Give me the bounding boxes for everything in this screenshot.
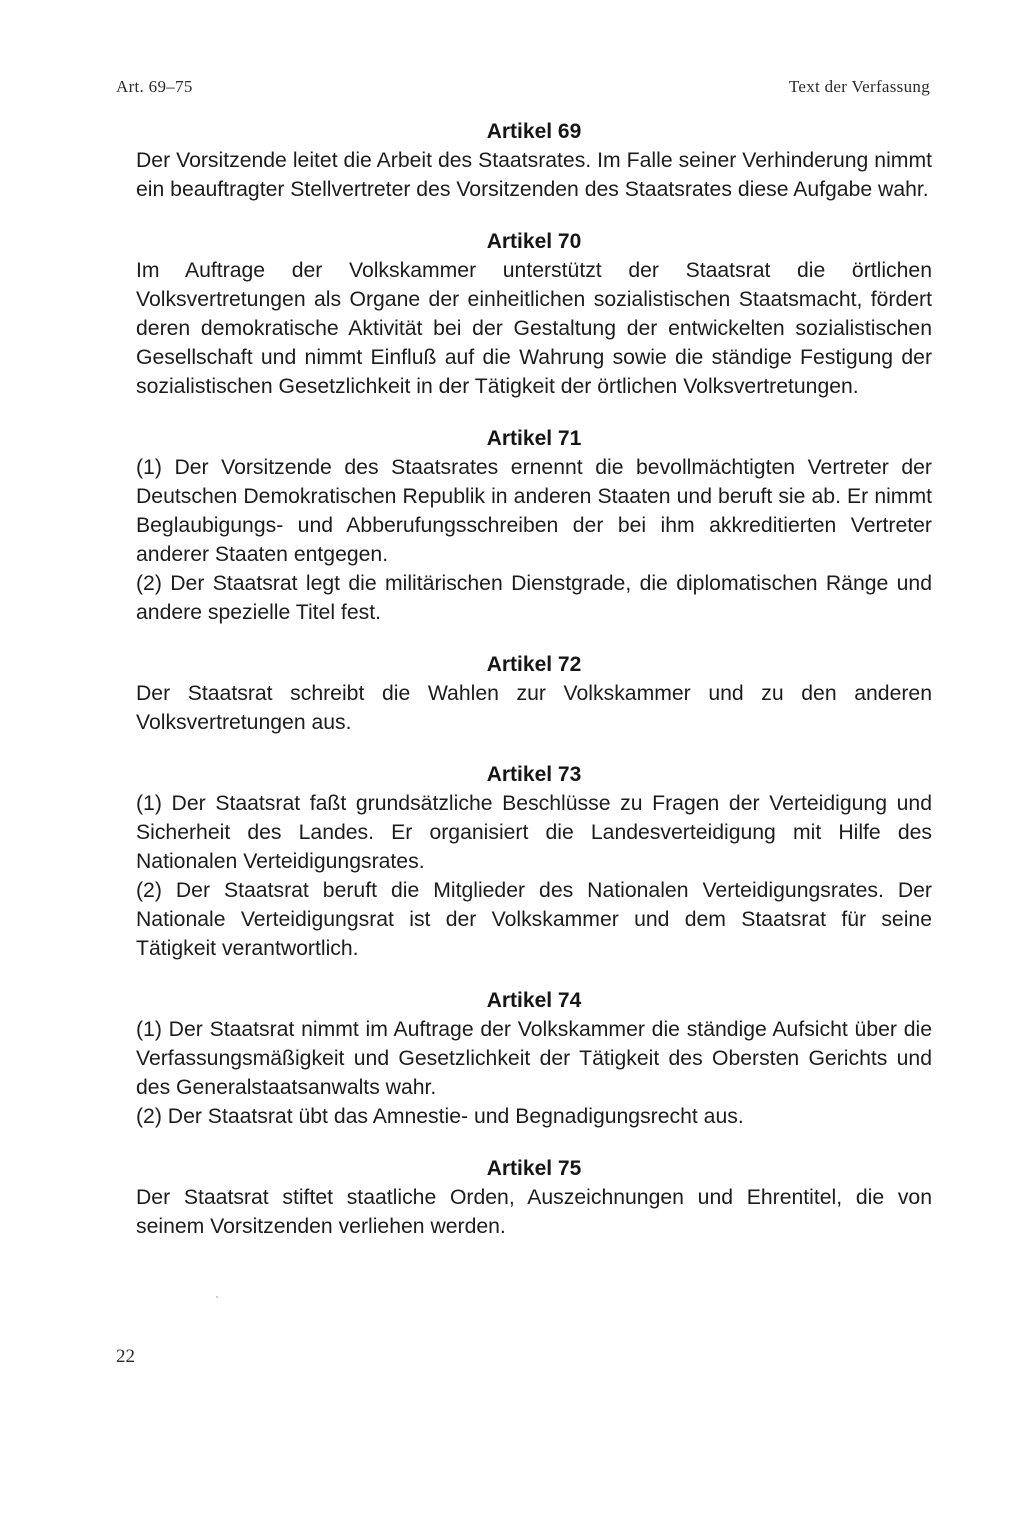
page-number: 22	[116, 1346, 135, 1367]
article-75	[136, 1154, 932, 1241]
article-heading: Artikel 71	[486, 427, 582, 450]
article-69	[136, 117, 932, 204]
running-header-article-range: Art. 69–75	[116, 77, 193, 96]
article-paragraph: (2) Der Staatsrat beruft die Mitglieder des Nationalen Verteidigungsrates. Der Nationale Verteidigungsrat ist der Volkskammer und dem Staatsrat für seine Tätigkeit verantwortlich.	[136, 879, 932, 960]
article-heading: Artikel 75	[486, 1157, 582, 1180]
article-72	[136, 650, 932, 737]
article-74	[136, 986, 932, 1131]
article-paragraph: (1) Der Staatsrat nimmt im Auftrage der Volkskammer die ständige Aufsicht über die Verfassungsmäßigkeit und Gesetzlichkeit der Tätigkeit des Obersten Gerichts und des Generalstaatsanwalts wahr.	[136, 1018, 932, 1099]
article-paragraph: Der Staatsrat schreibt die Wahlen zur Volkskammer und zu den anderen Volksvertretungen aus.	[136, 682, 932, 734]
article-spacer	[136, 963, 932, 986]
article-paragraph: (2) Der Staatsrat legt die militärischen Dienstgrade, die diplomatischen Ränge und andere spezielle Titel fest.	[136, 572, 932, 624]
article-heading: Artikel 69	[486, 120, 582, 143]
article-heading: Artikel 73	[486, 763, 582, 786]
article-paragraph: (1) Der Vorsitzende des Staatsrates ernennt die bevollmächtigten Vertreter der Deutschen Demokratischen Republik in anderen Staaten und beruft sie ab. Er nimmt Beglaubigungs- und Abberufungsschreiben der bei ihm akkreditierten Vertreter anderer Staaten entgegen.	[136, 456, 932, 566]
scan-speck	[216, 1296, 218, 1298]
article-71	[136, 424, 932, 627]
article-spacer	[136, 737, 932, 760]
article-heading: Artikel 74	[486, 989, 582, 1012]
article-heading: Artikel 72	[486, 653, 582, 676]
article-paragraph: Der Staatsrat stiftet staatliche Orden, Auszeichnungen und Ehrentitel, die von seinem Vorsitzenden verliehen werden.	[136, 1186, 932, 1238]
page-body	[136, 117, 932, 1241]
article-70	[136, 227, 932, 401]
article-spacer	[136, 1131, 932, 1154]
article-paragraph: (2) Der Staatsrat übt das Amnestie- und Begnadigungsrecht aus.	[136, 1105, 744, 1128]
article-heading: Artikel 70	[486, 230, 582, 253]
article-73	[136, 760, 932, 963]
article-paragraph: Im Auftrage der Volkskammer unterstützt der Staatsrat die örtlichen Volksvertretungen als Organe der einheitlichen sozialistischen Staatsmacht, fördert deren demokratische Aktivität bei der Gestaltung der entwickelten sozialistischen Gesellschaft und nimmt Einfluß auf die Wahrung sowie die ständige Festigung der sozialistischen Gesetzlichkeit in der Tätigkeit der örtlichen Volksvertretungen.	[136, 259, 932, 398]
article-spacer	[136, 204, 932, 227]
article-spacer	[136, 627, 932, 650]
article-paragraph: (1) Der Staatsrat faßt grundsätzliche Beschlüsse zu Fragen der Verteidigung und Sicherheit des Landes. Er organisiert die Landesverteidigung mit Hilfe des Nationalen Verteidigungsrates.	[136, 792, 932, 873]
article-paragraph: Der Vorsitzende leitet die Arbeit des Staatsrates. Im Falle seiner Verhinderung nimmt ein beauftragter Stellvertreter des Vorsitzenden des Staatsrates diese Aufgabe wahr.	[136, 149, 932, 201]
running-header-section-title: Text der Verfassung	[788, 77, 930, 96]
article-spacer	[136, 401, 932, 424]
